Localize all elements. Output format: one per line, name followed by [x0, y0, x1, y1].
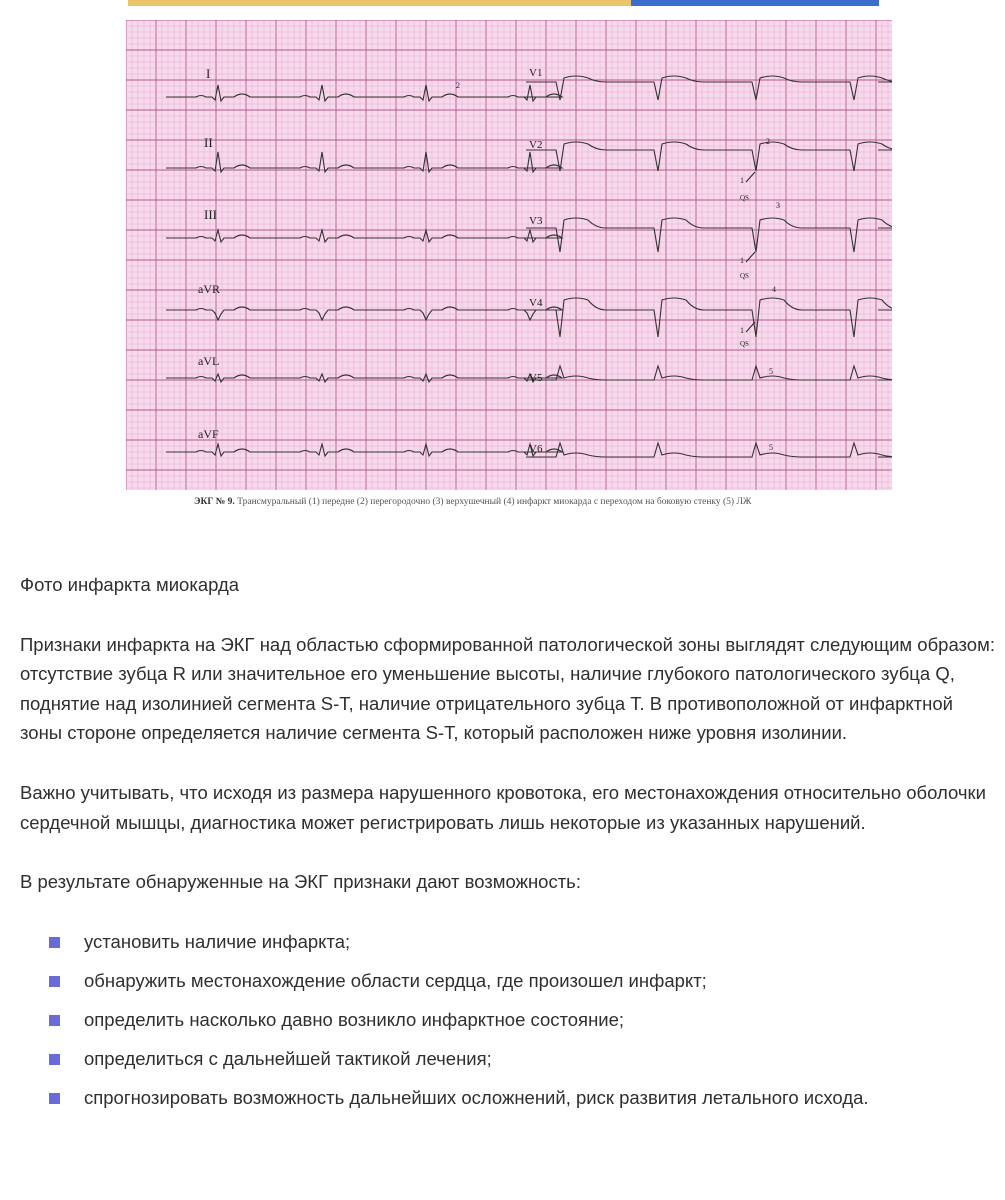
ecg-caption: [194, 496, 834, 509]
annotation-3-lead-V3: 3: [776, 201, 780, 210]
lead-label-V3: V3: [529, 215, 543, 227]
ecg-figure: [126, 20, 892, 490]
annotation-5-lead-V6: 5: [769, 443, 773, 452]
lead-label-aVF: aVF: [198, 427, 219, 441]
annotation-1-lead-V4: 1: [740, 326, 744, 335]
list-item: [20, 1083, 995, 1122]
ecg-caption-text: Трансмуральный (1) переднe (2) перегородочно (3) верхушечный (4) инфаркт миокарда с переходом на боковую стенку (5) ЛЖ: [237, 497, 752, 507]
list-item-text: определиться с дальнейшей тактикой лечения;: [84, 1047, 492, 1069]
list-item: [20, 1005, 995, 1044]
photo-caption: Фото инфаркта миокарда: [20, 574, 240, 595]
annotation-1-lead-V3: 1: [740, 256, 744, 265]
bullet-square-icon: [49, 1093, 60, 1104]
lead-label-V6: V6: [529, 443, 543, 455]
lead-label-II: II: [204, 135, 213, 150]
list-item-text: спрогнозировать возможность дальнейших осложнений, риск развития летального исхода.: [84, 1086, 869, 1108]
annotation-2-lead-I: 2: [456, 81, 460, 90]
lead-label-V1: V1: [529, 67, 543, 79]
paragraph-2: Важно учитывать, что исходя из размера нарушенного кровотока, его местонахождения относительно оболочки сердечной мышцы, диагностика может регистрировать лишь некоторые из указанных нарушений.: [20, 781, 986, 833]
reading-progress-fill: [128, 0, 631, 6]
annotation-qs-lead-V3: QS: [740, 272, 749, 280]
lead-label-V4: V4: [529, 297, 543, 309]
ecg-caption-title: ЭКГ № 9.: [194, 497, 235, 507]
lead-label-V2: V2: [529, 139, 543, 151]
list-item: [20, 966, 995, 1005]
bullet-square-icon: [49, 1015, 60, 1026]
ecg-paper: [126, 20, 892, 490]
bullet-list: [20, 927, 995, 1122]
annotation-4-lead-V4: 4: [772, 285, 776, 294]
reading-progress-bar: [128, 0, 879, 6]
lead-label-III: III: [204, 207, 217, 222]
bullet-square-icon: [49, 937, 60, 948]
paragraph-3: В результате обнаруженные на ЭКГ признаки дают возможность:: [20, 871, 581, 893]
bullet-square-icon: [49, 1054, 60, 1065]
list-item-text: установить наличие инфаркта;: [84, 930, 351, 952]
lead-label-aVL: aVL: [198, 354, 220, 368]
lead-label-I: I: [206, 66, 211, 81]
list-item-text: определить насколько давно возникло инфарктное состояние;: [84, 1008, 625, 1030]
annotation-2-lead-V2: 2: [766, 137, 770, 146]
ecg-chart: [126, 20, 892, 490]
annotation-qs-lead-V4: QS: [740, 340, 749, 348]
list-item-text: обнаружить местонахождение области сердца, где произошел инфаркт;: [84, 969, 707, 991]
list-item: [20, 927, 995, 966]
annotation-5-lead-V5: 5: [769, 367, 773, 376]
paragraph-1: Признаки инфаркта на ЭКГ над областью сформированной патологической зоны выглядят следующим образом: отсутствие зубца R или значительное его уменьшение высоты, наличие глубокого патологического зубца Q, поднятие над изолинией сегмента S-T, наличие отрицательного зубца T. В противоположной от инфарктной зоны стороне определяется наличие сегмента S-T, который расположен ниже уровня изолинии.: [20, 633, 995, 744]
lead-label-aVR: aVR: [198, 282, 220, 296]
bullet-square-icon: [49, 976, 60, 987]
lead-label-V5: V5: [529, 372, 543, 384]
annotation-qs-lead-V2: QS: [740, 194, 749, 202]
list-item: [20, 1044, 995, 1083]
article-body: [20, 570, 995, 1122]
annotation-1-lead-V2: 1: [740, 176, 744, 185]
